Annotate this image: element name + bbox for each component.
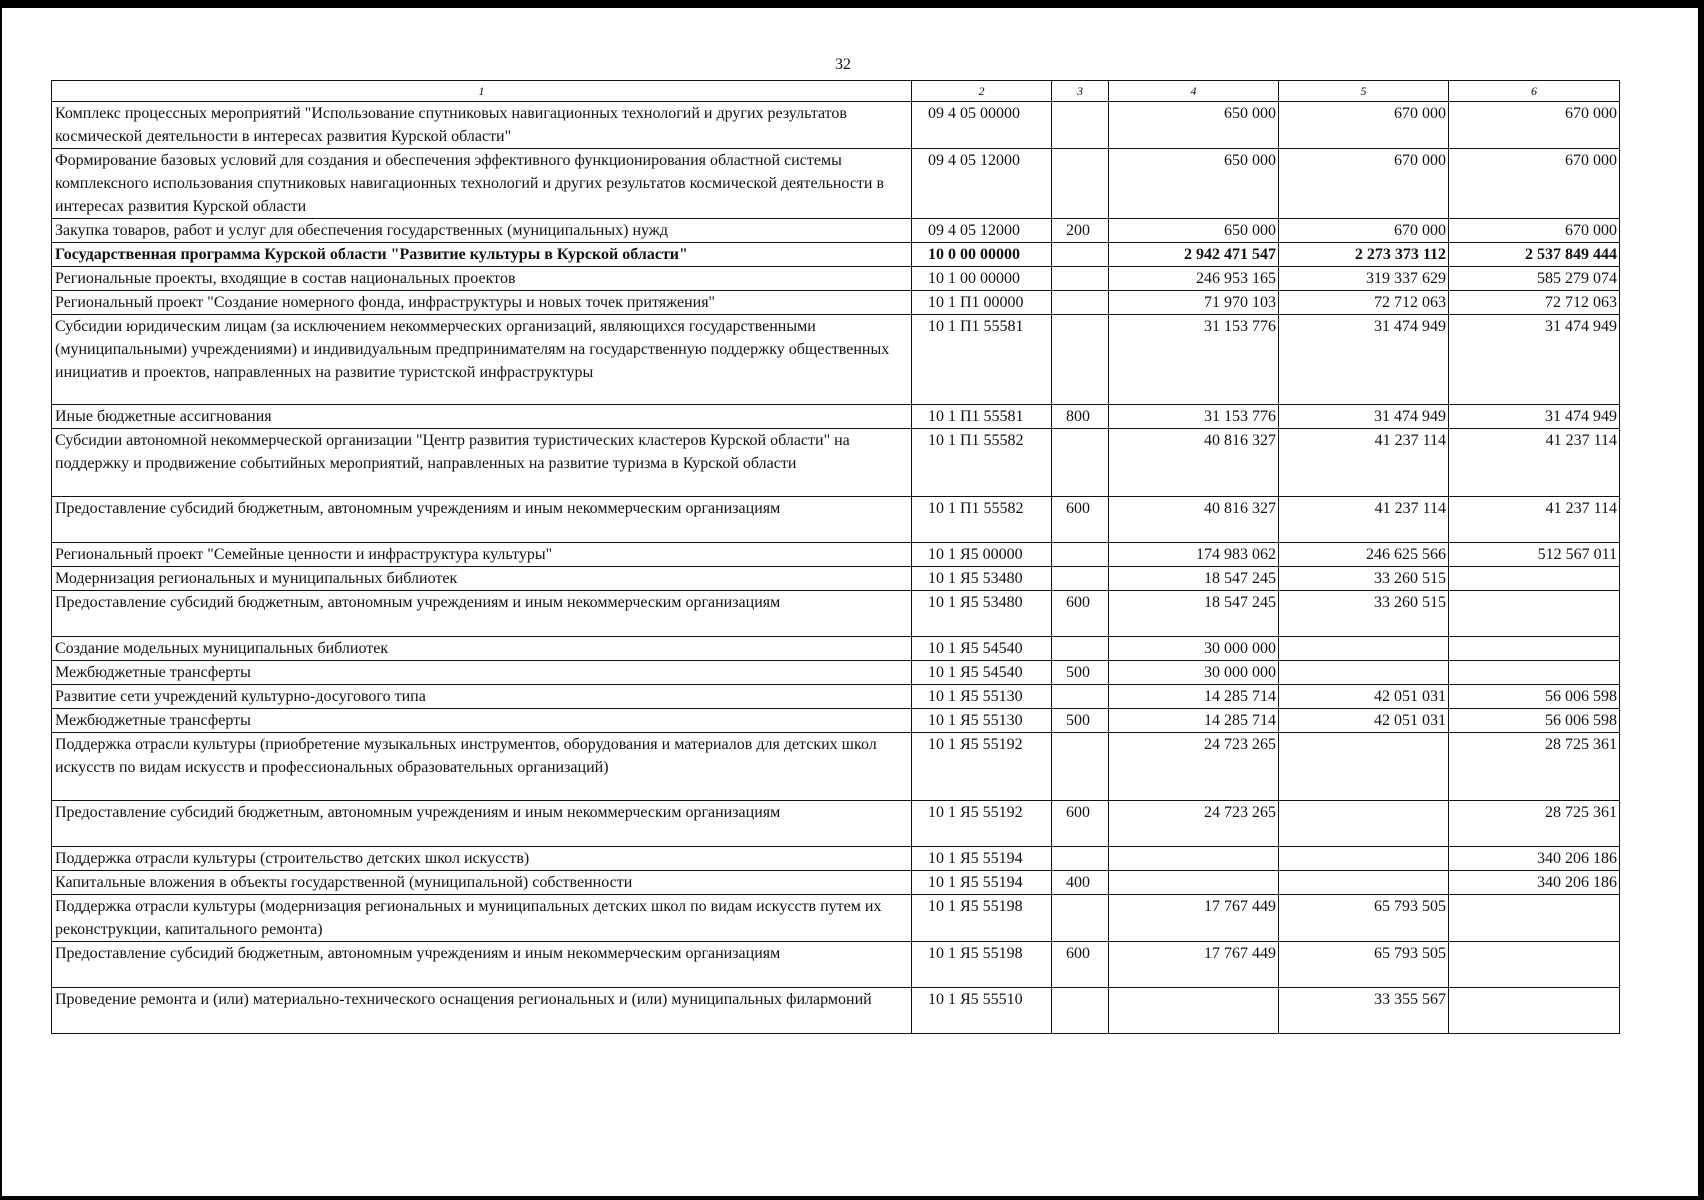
column-header: 5 bbox=[1279, 81, 1449, 102]
row-name: Модернизация региональных и муниципальных библиотек bbox=[52, 567, 912, 591]
row-name: Развитие сети учреждений культурно-досугового типа bbox=[52, 685, 912, 709]
row-expense-type bbox=[1052, 149, 1109, 219]
table-row bbox=[52, 685, 1620, 709]
row-amount-col6: 72 712 063 bbox=[1449, 291, 1620, 315]
row-amount-col4: 17 767 449 bbox=[1109, 895, 1279, 942]
row-amount-col5 bbox=[1279, 733, 1449, 801]
row-code: 10 1 Я5 55194 bbox=[912, 847, 1052, 871]
row-amount-col4 bbox=[1109, 847, 1279, 871]
table-row bbox=[52, 291, 1620, 315]
row-amount-col6 bbox=[1449, 637, 1620, 661]
row-code: 10 1 Я5 55130 bbox=[912, 685, 1052, 709]
row-amount-col5: 246 625 566 bbox=[1279, 543, 1449, 567]
table-row bbox=[52, 567, 1620, 591]
row-code: 10 1 Я5 00000 bbox=[912, 543, 1052, 567]
table-row bbox=[52, 497, 1620, 543]
table-row bbox=[52, 871, 1620, 895]
row-amount-col5: 670 000 bbox=[1279, 149, 1449, 219]
table-row bbox=[52, 661, 1620, 685]
row-amount-col6: 670 000 bbox=[1449, 102, 1620, 149]
row-amount-col5: 65 793 505 bbox=[1279, 942, 1449, 988]
row-amount-col6: 512 567 011 bbox=[1449, 543, 1620, 567]
row-expense-type: 800 bbox=[1052, 405, 1109, 429]
row-expense-type: 500 bbox=[1052, 709, 1109, 733]
row-name: Формирование базовых условий для создания и обеспечения эффективного функционирования областной системы комплексного использования спутниковых навигационных технологий и других результатов космической деятельности в интересах развития Курской области bbox=[52, 149, 912, 219]
row-expense-type: 600 bbox=[1052, 801, 1109, 847]
table-row bbox=[52, 243, 1620, 267]
row-name: Предоставление субсидий бюджетным, автономным учреждениям и иным некоммерческим организациям bbox=[52, 591, 912, 637]
row-amount-col6 bbox=[1449, 895, 1620, 942]
row-amount-col5: 41 237 114 bbox=[1279, 497, 1449, 543]
row-expense-type: 400 bbox=[1052, 871, 1109, 895]
row-expense-type bbox=[1052, 429, 1109, 497]
row-expense-type bbox=[1052, 291, 1109, 315]
row-name: Проведение ремонта и (или) материально-технического оснащения региональных и (или) муниципальных филармоний bbox=[52, 988, 912, 1034]
row-amount-col4: 246 953 165 bbox=[1109, 267, 1279, 291]
row-amount-col5: 33 260 515 bbox=[1279, 567, 1449, 591]
table-row bbox=[52, 149, 1620, 219]
row-amount-col6: 2 537 849 444 bbox=[1449, 243, 1620, 267]
row-code: 10 1 П1 00000 bbox=[912, 291, 1052, 315]
table-row bbox=[52, 988, 1620, 1034]
row-amount-col4: 14 285 714 bbox=[1109, 709, 1279, 733]
column-header: 6 bbox=[1449, 81, 1620, 102]
row-amount-col5: 41 237 114 bbox=[1279, 429, 1449, 497]
row-code: 10 1 Я5 54540 bbox=[912, 637, 1052, 661]
scan-edge-right bbox=[1698, 0, 1704, 1200]
row-amount-col6: 56 006 598 bbox=[1449, 709, 1620, 733]
row-code: 10 1 Я5 53480 bbox=[912, 591, 1052, 637]
row-code: 09 4 05 12000 bbox=[912, 219, 1052, 243]
table-row bbox=[52, 591, 1620, 637]
row-amount-col5: 42 051 031 bbox=[1279, 685, 1449, 709]
row-amount-col6: 340 206 186 bbox=[1449, 871, 1620, 895]
row-amount-col4: 40 816 327 bbox=[1109, 497, 1279, 543]
row-name: Создание модельных муниципальных библиотек bbox=[52, 637, 912, 661]
row-code: 10 1 Я5 55510 bbox=[912, 988, 1052, 1034]
row-expense-type bbox=[1052, 637, 1109, 661]
row-amount-col4: 71 970 103 bbox=[1109, 291, 1279, 315]
row-name: Региональный проект "Семейные ценности и инфраструктура культуры" bbox=[52, 543, 912, 567]
row-name: Поддержка отрасли культуры (модернизация региональных и муниципальных детских школ по видам искусств путем их реконструкции, капитального ремонта) bbox=[52, 895, 912, 942]
row-expense-type: 600 bbox=[1052, 942, 1109, 988]
row-name: Предоставление субсидий бюджетным, автономным учреждениям и иным некоммерческим организациям bbox=[52, 497, 912, 543]
row-code: 10 1 Я5 55192 bbox=[912, 801, 1052, 847]
row-amount-col6: 41 237 114 bbox=[1449, 429, 1620, 497]
row-amount-col4: 650 000 bbox=[1109, 102, 1279, 149]
table-row bbox=[52, 315, 1620, 405]
row-code: 10 1 Я5 55192 bbox=[912, 733, 1052, 801]
column-header: 1 bbox=[52, 81, 912, 102]
row-amount-col5: 2 273 373 112 bbox=[1279, 243, 1449, 267]
column-header: 4 bbox=[1109, 81, 1279, 102]
row-name: Комплекс процессных мероприятий "Использование спутниковых навигационных технологий и других результатов космической деятельности в интересах развития Курской области" bbox=[52, 102, 912, 149]
row-amount-col4: 31 153 776 bbox=[1109, 405, 1279, 429]
row-code: 10 1 П1 55582 bbox=[912, 429, 1052, 497]
row-amount-col6: 670 000 bbox=[1449, 219, 1620, 243]
row-amount-col5: 65 793 505 bbox=[1279, 895, 1449, 942]
row-amount-col5 bbox=[1279, 637, 1449, 661]
row-name: Иные бюджетные ассигнования bbox=[52, 405, 912, 429]
table-row bbox=[52, 429, 1620, 497]
table-row bbox=[52, 847, 1620, 871]
row-amount-col5: 33 260 515 bbox=[1279, 591, 1449, 637]
table-row bbox=[52, 942, 1620, 988]
row-amount-col4: 40 816 327 bbox=[1109, 429, 1279, 497]
row-amount-col4: 30 000 000 bbox=[1109, 661, 1279, 685]
scan-edge-bottom bbox=[0, 1196, 1704, 1200]
table-row bbox=[52, 543, 1620, 567]
table-row bbox=[52, 405, 1620, 429]
row-name: Капитальные вложения в объекты государственной (муниципальной) собственности bbox=[52, 871, 912, 895]
row-expense-type bbox=[1052, 988, 1109, 1034]
row-expense-type bbox=[1052, 567, 1109, 591]
row-amount-col4: 30 000 000 bbox=[1109, 637, 1279, 661]
table-row bbox=[52, 267, 1620, 291]
row-amount-col4: 24 723 265 bbox=[1109, 801, 1279, 847]
row-name: Межбюджетные трансферты bbox=[52, 661, 912, 685]
row-amount-col6: 585 279 074 bbox=[1449, 267, 1620, 291]
row-amount-col5: 72 712 063 bbox=[1279, 291, 1449, 315]
row-amount-col4 bbox=[1109, 871, 1279, 895]
row-amount-col5: 319 337 629 bbox=[1279, 267, 1449, 291]
row-expense-type bbox=[1052, 847, 1109, 871]
table-row bbox=[52, 102, 1620, 149]
row-code: 10 1 Я5 55198 bbox=[912, 895, 1052, 942]
row-amount-col5: 33 355 567 bbox=[1279, 988, 1449, 1034]
row-expense-type bbox=[1052, 733, 1109, 801]
row-name: Предоставление субсидий бюджетным, автономным учреждениям и иным некоммерческим организациям bbox=[52, 801, 912, 847]
row-code: 09 4 05 00000 bbox=[912, 102, 1052, 149]
row-code: 09 4 05 12000 bbox=[912, 149, 1052, 219]
row-code: 10 1 00 00000 bbox=[912, 267, 1052, 291]
row-code: 10 1 Я5 55198 bbox=[912, 942, 1052, 988]
row-amount-col6 bbox=[1449, 988, 1620, 1034]
row-expense-type bbox=[1052, 895, 1109, 942]
row-name: Субсидии юридическим лицам (за исключением некоммерческих организаций, являющихся государственными (муниципальными) учреждениями) и индивидуальным предпринимателям на государственную поддержку общественных инициатив и проектов, направленных на развитие туристской инфраструктуры bbox=[52, 315, 912, 405]
table-row bbox=[52, 637, 1620, 661]
table-row bbox=[52, 219, 1620, 243]
row-amount-col4: 14 285 714 bbox=[1109, 685, 1279, 709]
budget-table bbox=[51, 80, 1620, 1034]
row-name: Государственная программа Курской области "Развитие культуры в Курской области" bbox=[52, 243, 912, 267]
row-amount-col4: 2 942 471 547 bbox=[1109, 243, 1279, 267]
row-amount-col6: 41 237 114 bbox=[1449, 497, 1620, 543]
row-name: Субсидии автономной некоммерческой организации "Центр развития туристических кластеров Курской области" на поддержку и продвижение событийных мероприятий, направленных на развитие туризма в Курской области bbox=[52, 429, 912, 497]
row-expense-type bbox=[1052, 267, 1109, 291]
row-amount-col6 bbox=[1449, 942, 1620, 988]
row-amount-col5 bbox=[1279, 801, 1449, 847]
row-amount-col6 bbox=[1449, 591, 1620, 637]
row-amount-col6: 28 725 361 bbox=[1449, 733, 1620, 801]
row-name: Поддержка отрасли культуры (приобретение музыкальных инструментов, оборудования и материалов для детских школ искусств по видам искусств и профессиональных образовательных организаций) bbox=[52, 733, 912, 801]
row-amount-col5 bbox=[1279, 871, 1449, 895]
row-amount-col5: 31 474 949 bbox=[1279, 405, 1449, 429]
row-code: 10 1 Я5 54540 bbox=[912, 661, 1052, 685]
row-amount-col6: 56 006 598 bbox=[1449, 685, 1620, 709]
row-amount-col6: 31 474 949 bbox=[1449, 405, 1620, 429]
row-amount-col6: 670 000 bbox=[1449, 149, 1620, 219]
row-expense-type: 200 bbox=[1052, 219, 1109, 243]
table-row bbox=[52, 709, 1620, 733]
row-amount-col4: 18 547 245 bbox=[1109, 567, 1279, 591]
row-amount-col6 bbox=[1449, 567, 1620, 591]
row-amount-col4: 18 547 245 bbox=[1109, 591, 1279, 637]
row-name: Региональный проект "Создание номерного фонда, инфраструктуры и новых точек притяжения" bbox=[52, 291, 912, 315]
row-amount-col5 bbox=[1279, 847, 1449, 871]
table-header-row bbox=[52, 81, 1620, 102]
table-row bbox=[52, 733, 1620, 801]
row-expense-type bbox=[1052, 543, 1109, 567]
row-code: 10 1 П1 55582 bbox=[912, 497, 1052, 543]
table-row bbox=[52, 895, 1620, 942]
row-name: Межбюджетные трансферты bbox=[52, 709, 912, 733]
row-code: 10 1 Я5 55130 bbox=[912, 709, 1052, 733]
row-amount-col4: 650 000 bbox=[1109, 149, 1279, 219]
row-code: 10 1 П1 55581 bbox=[912, 405, 1052, 429]
row-expense-type: 500 bbox=[1052, 661, 1109, 685]
row-expense-type bbox=[1052, 685, 1109, 709]
row-amount-col6: 340 206 186 bbox=[1449, 847, 1620, 871]
row-amount-col4: 650 000 bbox=[1109, 219, 1279, 243]
row-expense-type bbox=[1052, 102, 1109, 149]
row-name: Закупка товаров, работ и услуг для обеспечения государственных (муниципальных) нужд bbox=[52, 219, 912, 243]
row-amount-col4 bbox=[1109, 988, 1279, 1034]
row-amount-col5: 670 000 bbox=[1279, 102, 1449, 149]
row-amount-col4: 24 723 265 bbox=[1109, 733, 1279, 801]
table-row bbox=[52, 801, 1620, 847]
row-expense-type: 600 bbox=[1052, 497, 1109, 543]
row-code: 10 1 Я5 55194 bbox=[912, 871, 1052, 895]
row-amount-col6 bbox=[1449, 661, 1620, 685]
row-amount-col5: 670 000 bbox=[1279, 219, 1449, 243]
page-number: 32 bbox=[835, 56, 851, 73]
row-code: 10 1 П1 55581 bbox=[912, 315, 1052, 405]
row-name: Предоставление субсидий бюджетным, автономным учреждениям и иным некоммерческим организациям bbox=[52, 942, 912, 988]
scan-edge-top bbox=[0, 0, 1704, 8]
row-code: 10 1 Я5 53480 bbox=[912, 567, 1052, 591]
row-amount-col6: 28 725 361 bbox=[1449, 801, 1620, 847]
column-header: 2 bbox=[912, 81, 1052, 102]
row-amount-col4: 174 983 062 bbox=[1109, 543, 1279, 567]
row-name: Поддержка отрасли культуры (строительство детских школ искусств) bbox=[52, 847, 912, 871]
row-expense-type bbox=[1052, 315, 1109, 405]
row-amount-col6: 31 474 949 bbox=[1449, 315, 1620, 405]
row-expense-type bbox=[1052, 243, 1109, 267]
row-amount-col4: 17 767 449 bbox=[1109, 942, 1279, 988]
row-amount-col5: 42 051 031 bbox=[1279, 709, 1449, 733]
row-amount-col5 bbox=[1279, 661, 1449, 685]
row-code: 10 0 00 00000 bbox=[912, 243, 1052, 267]
row-name: Региональные проекты, входящие в состав национальных проектов bbox=[52, 267, 912, 291]
column-header: 3 bbox=[1052, 81, 1109, 102]
row-expense-type: 600 bbox=[1052, 591, 1109, 637]
row-amount-col4: 31 153 776 bbox=[1109, 315, 1279, 405]
row-amount-col5: 31 474 949 bbox=[1279, 315, 1449, 405]
scan-edge-left bbox=[0, 0, 2, 1200]
